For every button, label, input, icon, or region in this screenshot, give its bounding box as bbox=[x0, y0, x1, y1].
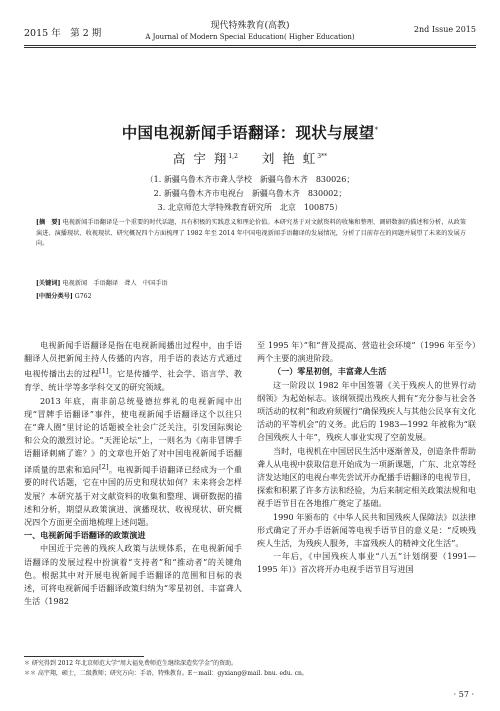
paragraph: 这一阶段以 1982 年中国签署《关于残疾人的世界行动纲领》为起始标志。该纲领提出残疾人拥有“充分参与社会各项活动的权利”和政府须履行“确保残疾人与其他公民享有文化活动的平等机会”的义务。此后的 1983—1992 年被称为“联合国残疾人十年”，残疾人事业实现了空前发展。 bbox=[257, 379, 476, 443]
classification-code: G762 bbox=[74, 293, 92, 300]
paragraph: 中国近于完善的残疾人政策与法规体系，在电视新闻手语翻译的发展过程中扮演着“支持者”和“推动者”的关键角色。根据其中对开展电视新闻手语翻译的范围和目标的表述，可将电视新闻手语翻译政策归纳为“零星初创、丰富聋人生活（1982 bbox=[24, 543, 242, 607]
citation: [1] bbox=[99, 367, 109, 376]
abstract bbox=[36, 218, 466, 250]
paragraph: 当时，电视机在中国居民生活中逐渐普及，创造条件帮助聋人从电视中获取信息开始成为一项新课题，广东、北京等经济发达地区的电视台率先尝试开办配播手语翻译的电视节目，探索和积累了许多方法和经验，为后来制定相关政策法规和电视手语节目在各地推广奠定了基础。 bbox=[257, 445, 476, 509]
paragraph: 电视新闻手语翻译是指在电视新闻播出过程中，由手语翻译人员把新闻主持人传播的内容，用手语的表达方式通过电视传播出去的过程[1]。它是传播学、社会学、语言学、教育学、统计学等多学科交叉的研究领域。 bbox=[24, 340, 242, 393]
keywords bbox=[36, 278, 466, 287]
classification bbox=[36, 291, 466, 300]
keywords-label: [关键词] bbox=[36, 280, 61, 287]
article-title: 中国电视新闻手语翻译：现状与展望* bbox=[121, 123, 379, 142]
affiliation-1: （1. 新疆乌鲁木齐市聋人学校 新疆乌鲁木齐 830026； bbox=[145, 175, 355, 184]
paragraph: 1990 年颁布的《中华人民共和国残疾人保障法》以法律形式确定了开办手语新闻等电视手语节目的意义是：“反映残疾人生活，为残疾人服务，丰富残疾人的精神文化生活”。 bbox=[257, 511, 476, 549]
affiliation-2: 2. 新疆乌鲁木齐市电视台 新疆乌鲁木齐 830002； bbox=[153, 189, 347, 198]
author-line bbox=[0, 149, 500, 167]
page-number: · 57 · bbox=[453, 690, 474, 699]
affiliation-3: 3. 北京师范大学特殊教育研究所 北京 100875） bbox=[157, 203, 343, 212]
keywords-text: 电视新闻 手语翻译 聋人 中国手语 bbox=[62, 280, 168, 287]
issue-label: 2015 年 第 2 期 bbox=[24, 28, 102, 39]
paragraph: 2013 年底，南非前总统曼德拉葬礼的电视新闻中出现“冒牌手语翻译”事件，使电视新闻手语翻译这个以往只在“聋人圈”里讨论的话题被全社会广泛关注，引发国际舆论和公众的激烈讨论。“天涯论坛”上，一则名为《南非冒牌手语翻译刺痛了谁？》的文章也开始了对中国电视新闻手语翻译质量的思索和追问[2]。电视新闻手语翻译已经成为一个重要的时代话题，它在中国的历史和现状如何？未来将会怎样发展？本研究基于对文献资料的收集和整理、调研数据的描述和分析，期望从政策演进、演播现状、收视现状、研究概况四个方面更全面地梳理上述问题。 bbox=[24, 395, 242, 528]
footnote-funding: ＊ 研究得到 2012 年北京师范大学“周大福免费师范生继续深造奖学金”的资助。 bbox=[24, 660, 238, 667]
body-left-column bbox=[24, 339, 242, 608]
paragraph: 至 1995 年）”和“普及提高、营造社会环境”（1996 年至今）两个主要的演进阶段。 bbox=[257, 340, 476, 364]
issue-label-en: 2nd Issue 2015 bbox=[413, 25, 476, 34]
classification-label: [中图分类号] bbox=[36, 293, 73, 300]
abstract-label: [摘 要] bbox=[36, 219, 61, 226]
author-2: 刘 艳 虹 bbox=[261, 151, 318, 166]
author-2-affiliation: 3** bbox=[317, 152, 328, 160]
footnote-author: ＊＊ 高宇翔，硕士，二级教师；研究方向：手语，特殊教育。E－mail：gyxiang@mail. bnu. edu. cn。 bbox=[24, 670, 308, 677]
subsection-heading: （一）零星初创，丰富聋人生活 bbox=[273, 366, 387, 377]
abstract-text: 电视新闻手语翻译是一个重要的时代话题，具有积极的实践意义和理论价值。本研究基于对文献资料的收集和整理、调研数据的描述和分析，从政策演进、演播现状、收视现状、研究概况四个方面梳理了 1982 年至 2014 年中国电视新闻手语翻译的发展情况，分析了目前存在的问题并展望了未来的发展方向。 bbox=[36, 219, 467, 247]
author-1-affiliation: 1,2 bbox=[228, 152, 238, 160]
header-rule bbox=[24, 45, 476, 46]
body-right-column bbox=[257, 339, 476, 577]
paragraph: 一年后，《中国残疾人事业“八五”计划纲要（1991—1995 年）》首次将开办电视手语节目写进国 bbox=[257, 551, 476, 575]
journal-name-cn: 现代特殊教育(高教) bbox=[210, 21, 290, 31]
title-footnote-mark: * bbox=[374, 125, 379, 134]
footnote-rule bbox=[24, 656, 144, 657]
journal-name-en: A Journal of Modern Special Education( Higher Education) bbox=[145, 33, 355, 41]
header-rule-thin bbox=[24, 47, 476, 48]
section-heading: 一、电视新闻手语翻译的政策演进 bbox=[24, 530, 146, 541]
citation: [2] bbox=[99, 462, 109, 471]
author-1: 高 宇 翔 bbox=[172, 151, 229, 166]
